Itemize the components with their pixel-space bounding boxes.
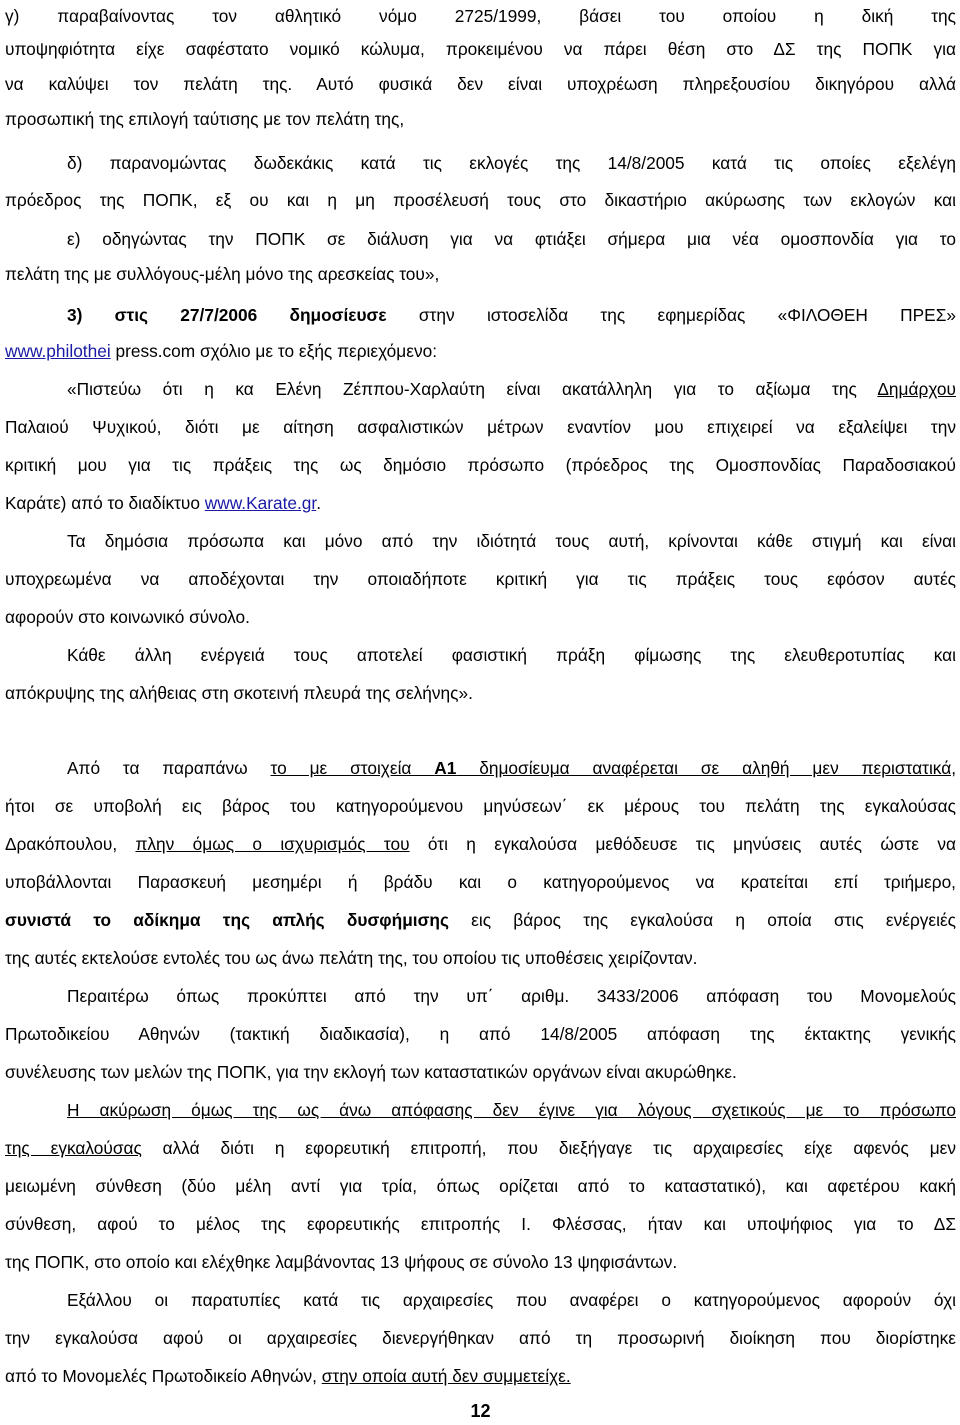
text-span: εις βάρος της εγκαλούσα η οποία στις ενέργειές (448, 910, 956, 930)
text-line (5, 490, 956, 516)
underlined-text: πλην όμως ο ισχυρισμός του (135, 834, 410, 854)
text-line: ε) οδηγώντας την ΠΟΠΚ σε διάλυση για να φτιάξει σήμερα μια νέα ομοσπονδία για το (67, 229, 956, 249)
underlined-text: δημοσίευμα αναφέρεται σε αληθή μεν περιστατικά, (456, 758, 956, 778)
text-line: Εξάλλου οι παρατυπίες κατά τις αρχαιρεσίες που αναφέρει ο κατηγορούμενος αφορούν όχι (67, 1290, 956, 1310)
text-span: Καράτε) από το διαδίκτυο (5, 493, 205, 513)
text-span: Από τα παραπάνω (67, 758, 271, 778)
text-line: της αυτές εκτελούσε εντολές του ως άνω πελάτη της, του οποίου τις υποθέσεις χειρίζονταν. (5, 948, 698, 968)
text-line: υποβάλλονται Παρασκευή μεσημέρι ή βράδυ και ο κατηγορούμενος να κρατείται επί τριήμερο, (5, 872, 956, 892)
text-line (5, 302, 956, 328)
underlined-text: στην οποία αυτή δεν συμμετείχε. (321, 1366, 571, 1386)
philothei-link[interactable]: www.philothei (5, 341, 111, 361)
text-line: σύνθεση, αφού το μέλος της εφορευτικής επιτροπής Ι. Φλέσσας, ήταν και υποψήφιος για το ΔΣ (5, 1214, 956, 1234)
text-line: αφορούν στο κοινωνικό σύνολο. (5, 607, 250, 627)
text-line: συνέλευσης των μελών της ΠΟΠΚ, για την εκλογή των καταστατικών οργάνων είναι ακυρώθηκε. (5, 1062, 737, 1082)
text-line: να καλύψει τον πελάτη της. Αυτό φυσικά δεν είναι υποχρέωση πληρεξουσίου δικηγόρου αλλά (5, 74, 956, 94)
text-line: γ) παραβαίνοντας τον αθλητικό νόμο 2725/1999, βάσει του οποίου η δική της (5, 6, 956, 26)
text-line: Κάθε άλλη ενέργειά τους αποτελεί φασιστική πράξη φίμωσης της ελευθεροτυπίας και (67, 645, 956, 665)
text-line: πελάτη της με συλλόγους-μέλη μόνο της αρεσκείας του», (5, 264, 440, 284)
text-span: αλλά διότι η εφορευτική επιτροπή, που διεξήγαγε τις αρχαιρεσίες είχε αφενός μεν (141, 1138, 956, 1158)
bold-text: 3) στις 27/7/2006 δημοσίευσε (67, 305, 387, 325)
bold-text: συνιστά το αδίκημα της απλής δυσφήμισης (5, 910, 449, 930)
underlined-text: της εγκαλούσας (5, 1138, 142, 1158)
text-line: μειωμένη σύνθεση (δύο μέλη αντί για τρία, όπως ορίζεται από το καταστατικό), και αφετέρου κακή (5, 1176, 956, 1196)
text-line: κριτική μου για τις πράξεις της ως δημόσιο πρόσωπο (πρόεδρος της Ομοσπονδίας Παραδοσιακού (5, 455, 956, 475)
text-line (5, 755, 956, 781)
text-line (5, 907, 956, 933)
text-line: προσωπική της επιλογή ταύτισης με τον πελάτη της, (5, 109, 405, 129)
text-line (5, 338, 956, 364)
text-line: Παλαιού Ψυχικού, διότι με αίτηση ασφαλιστικών μέτρων εναντίον μου επιχειρεί να εξαλείψει την (5, 417, 956, 437)
text-line: Περαιτέρω όπως προκύπτει από την υπ΄ αριθμ. 3433/2006 απόφαση του Μονομελούς (67, 986, 956, 1006)
text-line (5, 1135, 956, 1161)
underlined-bold-text: Α1 (434, 758, 457, 778)
text-span: «Πιστεύω ότι η κα Ελένη Ζέππου-Χαρλαύτη είναι ακατάλληλη για το αξίωμα της (67, 379, 878, 399)
underlined-text: το με στοιχεία (270, 758, 435, 778)
text-span: στην ιστοσελίδα της εφημερίδας «ΦΙΛΟΘΕΗ ΠΡΕΣ» (386, 305, 956, 325)
text-line (5, 1363, 956, 1389)
text-line (5, 376, 956, 402)
text-span: ότι η εγκαλούσα μεθόδευσε τις μηνύσεις αυτές ώστε να (409, 834, 956, 854)
text-line: υποχρεωμένα να αποδέχονται την οποιαδήποτε κριτική για τις πράξεις τους εφόσον αυτές (5, 569, 956, 589)
text-line: δ) παρανομώντας δωδεκάκις κατά τις εκλογές της 14/8/2005 κατά τις οποίες εξελέγη (67, 153, 956, 173)
text-line: Πρωτοδικείου Αθηνών (τακτική διαδικασία), η από 14/8/2005 απόφαση της έκτακτης γενικής (5, 1024, 956, 1044)
karate-link[interactable]: www.Karate.gr (204, 493, 317, 513)
text-line: της ΠΟΠΚ, στο οποίο και ελέχθηκε λαμβάνοντας 13 ψήφους σε σύνολο 13 ψηφισάντων. (5, 1252, 678, 1272)
text-span: Δρακόπουλου, (5, 834, 136, 854)
text-line: πρόεδρος της ΠΟΠΚ, εξ ου και η μη προσέλευσή τους στο δικαστήριο ακύρωσης των εκλογών και (5, 190, 956, 210)
text-line: Τα δημόσια πρόσωπα και μόνο από την ιδιότητά τους αυτή, κρίνονται κάθε στιγμή και είναι (67, 531, 956, 551)
text-line: υποψηφιότητα είχε σαφέστατο νομικό κώλυμα, προκειμένου να πάρει θέση στο ΔΣ της ΠΟΠΚ για (5, 39, 956, 59)
text-line: ήτοι σε υποβολή εις βάρος του κατηγορούμενου μηνύσεων΄ εκ μέρους του πελάτη της εγκαλούσας (5, 796, 956, 816)
text-line: απόκρυψης της αλήθειας στη σκοτεινή πλευρά της σελήνης». (5, 683, 473, 703)
text-span: από το Μονομελές Πρωτοδικείο Αθηνών, (5, 1366, 322, 1386)
text-span: . (316, 493, 322, 513)
text-span: press.com σχόλιο με το εξής περιεχόμενο: (110, 341, 437, 361)
text-line: Η ακύρωση όμως της ως άνω απόφασης δεν έγινε για λόγους σχετικούς με το πρόσωπο (67, 1100, 956, 1120)
page-number: 12 (470, 1401, 491, 1421)
text-line (5, 831, 956, 857)
text-line: την εγκαλούσα αφού οι αρχαιρεσίες διενεργήθηκαν από τη προσωρινή διοίκηση που διορίστηκε (5, 1328, 956, 1348)
underlined-text: Δημάρχου (877, 379, 956, 399)
